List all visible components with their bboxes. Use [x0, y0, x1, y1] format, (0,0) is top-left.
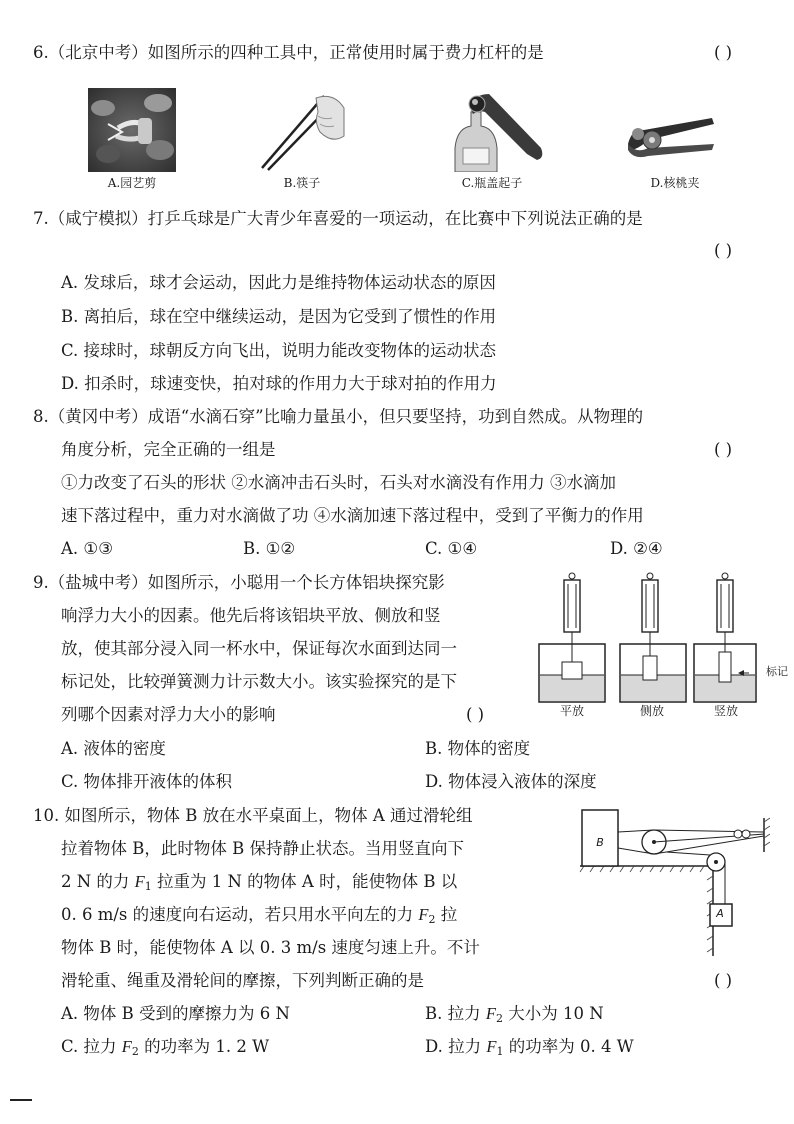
buoyancy-experiment-figure: [535, 572, 785, 722]
q7-option-d: D. 扣杀时，球速变快，拍对球的作用力大于球对拍的作用力: [61, 374, 497, 393]
bottle-opener-image: [445, 88, 545, 172]
q9-stem-line1: 9.（盐城中考）如图所示，小聪用一个长方体铝块探究影: [33, 573, 445, 592]
q8-statements-line2: 速下落过程中，重力对水滴做了功 ④水滴加速下落过程中，受到了平衡力的作用: [61, 506, 644, 525]
mark-label: 标记: [766, 665, 788, 678]
q6-answer-paren: ( ): [714, 43, 733, 62]
q8-option-d: D. ②④: [610, 539, 663, 558]
garden-shears-image: [88, 88, 176, 172]
q7-stem: 7.（咸宁模拟）打乒乓球是广大青少年喜爱的一项运动，在比赛中下列说法正确的是: [33, 209, 643, 228]
q8-option-c: C. ①④: [425, 539, 478, 558]
q10-stem-line2: 拉着物体 B，此时物体 B 保持静止状态。当用竖直向下: [61, 839, 464, 858]
q7-option-c: C. 接球时，球朝反方向飞出，说明力能改变物体的运动状态: [61, 341, 497, 360]
q10-stem-line5: 物体 B 时，能使物体 A 以 0. 3 m/s 速度匀速上升。不计: [61, 938, 480, 957]
q7-option-b: B. 离拍后，球在空中继续运动，是因为它受到了惯性的作用: [61, 307, 497, 326]
q10-option-b: B. 拉力 $F_2$ 大小为 10 N: [425, 1004, 604, 1025]
q10-stem-line3: 2 N 的力 $F_1$ 拉重为 1 N 的物体 A 时，能使物体 B 以: [61, 872, 458, 893]
q10-option-c: C. 拉力 $F_2$ 的功率为 1. 2 W: [61, 1037, 270, 1058]
q9-option-b: B. 物体的密度: [425, 739, 531, 758]
q10-option-d: D. 拉力 $F_1$ 的功率为 0. 4 W: [425, 1037, 634, 1058]
q10-stem-line4: 0. 6 m/s 的速度向右运动，若只用水平向左的力 $F_2$ 拉: [61, 905, 458, 926]
page-footer-dash: [10, 1099, 32, 1101]
q9-stem-line2: 响浮力大小的因素。他先后将该铝块平放、侧放和竖: [61, 606, 441, 625]
q9-stem-line5: 列哪个因素对浮力大小的影响: [61, 705, 276, 724]
block-a-label: A: [716, 907, 724, 920]
q6-caption-b: B.筷子: [283, 176, 321, 190]
q8-stem-line1: 8.（黄冈中考）成语“水滴石穿”比喻力量虽小，但只要坚持，功到自然成。从物理的: [33, 407, 644, 426]
q10-stem-line1: 10. 如图所示，物体 B 放在水平桌面上，物体 A 通过滑轮组: [33, 806, 473, 825]
side-label: 侧放: [639, 704, 664, 718]
q6-caption-c: C.瓶盖起子: [461, 176, 523, 190]
chopsticks-image: [258, 88, 346, 172]
q8-statements-line1: ①力改变了石头的形状 ②水滴冲击石头时，石头对水滴没有作用力 ③水滴加: [61, 473, 616, 492]
q10-option-a: A. 物体 B 受到的摩擦力为 6 N: [61, 1004, 290, 1023]
q8-option-a: A. ①③: [61, 539, 113, 558]
q9-option-d: D. 物体浸入液体的深度: [425, 772, 597, 791]
q8-stem-line2: 角度分析，完全正确的一组是: [61, 440, 276, 459]
q7-answer-paren: ( ): [714, 241, 733, 260]
q6-caption-d: D.核桃夹: [650, 176, 700, 190]
q8-answer-paren: ( ): [714, 440, 733, 459]
flat-label: 平放: [559, 704, 584, 718]
q7-option-a: A. 发球后，球才会运动，因此力是维持物体运动状态的原因: [61, 273, 496, 292]
q6-stem: 6.（北京中考）如图所示的四种工具中，正常使用时属于费力杠杆的是: [33, 43, 544, 62]
q9-stem-line3: 放，使其部分浸入同一杯水中，保证每次水面到达同一: [61, 639, 457, 658]
block-b-label: B: [596, 836, 604, 849]
q9-answer-paren: ( ): [466, 705, 485, 724]
upright-label: 竖放: [713, 704, 738, 718]
q9-option-c: C. 物体排开液体的体积: [61, 772, 233, 791]
nutcracker-image: [622, 88, 722, 172]
q8-option-b: B. ①②: [243, 539, 296, 558]
q6-caption-a: A.园艺剪: [107, 176, 157, 190]
q9-stem-line4: 标记处，比较弹簧测力计示数大小。该实验探究的是下: [61, 672, 457, 691]
pulley-system-figure: [578, 808, 772, 958]
q9-option-a: A. 液体的密度: [61, 739, 166, 758]
q10-stem-line6: 滑轮重、绳重及滑轮间的摩擦，下列判断正确的是: [61, 971, 424, 990]
q10-answer-paren: ( ): [714, 971, 733, 990]
